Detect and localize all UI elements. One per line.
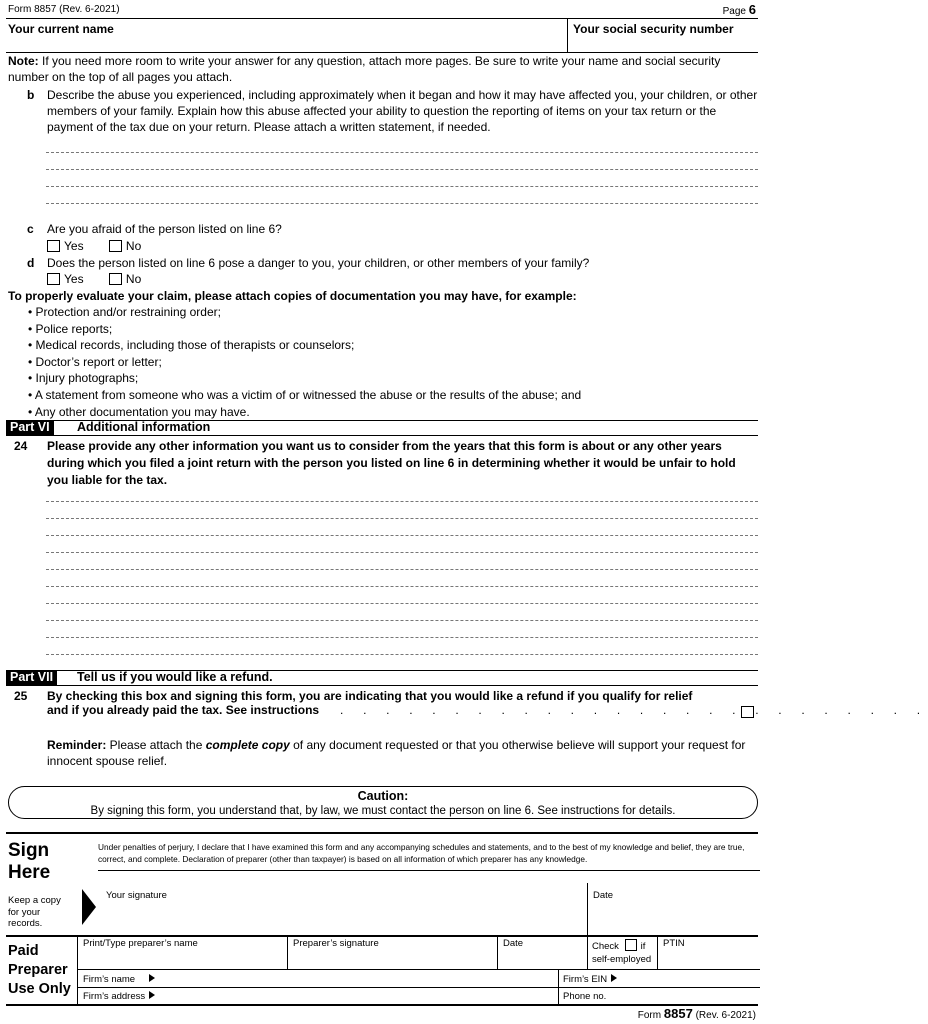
caution-text: By signing this form, you understand that, by law, we must contact the person on line 6. See instructions for details.	[90, 805, 676, 817]
divider	[587, 883, 588, 935]
sign-here-title	[8, 840, 50, 884]
yes-label: Yes	[64, 239, 84, 253]
answer-line[interactable]	[46, 603, 758, 604]
line-d-options	[47, 271, 141, 287]
caution-box	[8, 786, 758, 819]
line-c-letter: c	[27, 222, 34, 236]
firm-name-label	[83, 974, 155, 986]
arrow-icon	[82, 889, 96, 925]
paid-preparer-title	[8, 942, 71, 999]
preparer-title-line: Preparer	[8, 962, 68, 978]
refund-checkbox[interactable]	[741, 706, 754, 718]
line-d-letter: d	[27, 256, 35, 270]
page-num: 6	[748, 2, 756, 17]
self-employed-check	[592, 940, 651, 966]
firm-name-field[interactable]	[170, 972, 555, 986]
arrow-right-icon	[611, 974, 617, 982]
footer-rev: (Rev. 6-2021)	[695, 1010, 756, 1021]
list-item: • A statement from someone who was a victim of or witnessed the abuse or the results of the abuse; and	[28, 387, 582, 402]
line-c-options	[47, 238, 141, 254]
line-d-no-checkbox[interactable]	[109, 273, 122, 285]
page-word: Page	[722, 6, 746, 17]
your-signature-field[interactable]	[100, 903, 584, 933]
divider	[6, 935, 758, 937]
note-bold: Note:	[8, 54, 39, 68]
if-label: if	[640, 941, 646, 952]
note-text: If you need more room to write your answer for any question, attach more pages. Be sure to write your name and social security number on the top of all pages you attach.	[8, 54, 721, 84]
preparer-signature-field[interactable]	[290, 951, 495, 967]
preparer-signature-label: Preparer’s signature	[293, 938, 379, 949]
list-item: • Any other documentation you may have.	[28, 404, 250, 419]
preparer-title-line: Use Only	[8, 981, 71, 997]
documentation-list	[28, 304, 581, 420]
firm-ein-text: Firm’s EIN	[563, 974, 608, 985]
line-c-yes-checkbox[interactable]	[47, 240, 60, 252]
no-label: No	[125, 272, 142, 286]
form-id-header: Form 8857 (Rev. 6-2021)	[8, 4, 120, 15]
ssn-field[interactable]	[570, 36, 756, 51]
part-vi-title: Additional information	[77, 420, 211, 434]
line-25-text-1: By checking this box and signing this form, you are indicating that you would like a refund if you qualify for relief	[47, 689, 693, 703]
divider	[587, 936, 588, 969]
perjury-statement: Under penalties of perjury, I declare that I have examined this form and any accompanying schedules and statements, and to the best of my knowledge and belief, they are true, correct, and complete. Declaration of preparer (other than taxpayer) is based on all information of which preparer has any knowledge.	[98, 842, 745, 864]
line-c-no-checkbox[interactable]	[109, 240, 122, 252]
arrow-right-icon	[149, 991, 155, 999]
footer-form-word: Form	[637, 1010, 662, 1021]
firm-address-text: Firm’s address	[83, 991, 146, 1002]
list-item: • Protection and/or restraining order;	[28, 305, 221, 319]
answer-line[interactable]	[46, 569, 758, 570]
firm-address-field[interactable]	[170, 989, 555, 1003]
documentation-heading: To properly evaluate your claim, please attach copies of documentation you may have, for example:	[8, 289, 577, 303]
answer-line[interactable]	[46, 535, 758, 536]
yes-label: Yes	[64, 272, 84, 286]
preparer-name-label: Print/Type preparer’s name	[83, 938, 198, 949]
answer-line[interactable]	[46, 518, 758, 519]
footer-form-num: 8857	[663, 1006, 693, 1021]
divider	[77, 969, 760, 970]
divider	[6, 435, 758, 436]
note-paragraph	[8, 53, 760, 85]
current-name-field[interactable]	[8, 36, 563, 51]
no-label: No	[125, 239, 142, 253]
self-employed-label: self-employed	[592, 954, 652, 965]
sign-date-label: Date	[593, 890, 614, 901]
sign-title-line: Here	[8, 862, 51, 883]
caution-title: Caution:	[357, 789, 409, 803]
line-b-text: Describe the abuse you experienced, including approximately when it began and how it may have affected you, your children, or other members of your family. Explain how this abuse affected your ability to question the reporting of items on your tax return or the payment of the tax due on your return. Please attach a written statement, if needed.	[47, 88, 758, 134]
leader-dots: . . . . . . . . . . . . . . . . . . . . . . . . . .	[340, 703, 928, 717]
ptin-label: PTIN	[663, 938, 685, 949]
phone-field[interactable]	[610, 989, 758, 1003]
divider	[98, 870, 760, 871]
preparer-name-field[interactable]	[80, 951, 285, 967]
ptin-field[interactable]	[660, 951, 758, 967]
answer-line[interactable]	[46, 637, 758, 638]
firm-address-label	[83, 991, 155, 1003]
ssn-label: Your social security number	[573, 22, 734, 36]
divider	[657, 936, 658, 969]
sign-title-line: Sign	[8, 840, 50, 861]
answer-line[interactable]	[46, 654, 758, 655]
answer-line[interactable]	[46, 152, 758, 153]
divider	[6, 18, 758, 19]
phone-label: Phone no.	[563, 991, 607, 1002]
list-item: • Doctor’s report or letter;	[28, 354, 162, 369]
divider	[6, 832, 758, 834]
part-vii-label: Part VII	[6, 670, 57, 685]
arrow-right-icon	[149, 974, 155, 982]
preparer-title-line: Paid	[8, 943, 39, 959]
reminder-text: Please attach the	[106, 738, 206, 752]
current-name-label: Your current name	[8, 22, 114, 36]
part-vii-title: Tell us if you would like a refund.	[77, 670, 273, 684]
your-signature-label: Your signature	[106, 890, 167, 901]
answer-line[interactable]	[46, 586, 758, 587]
reminder-paragraph	[47, 737, 747, 769]
divider	[77, 987, 760, 988]
line-d-text: Does the person listed on line 6 pose a danger to you, your children, or other members of your family?	[47, 256, 590, 270]
keep-copy-note: Keep a copy for your records.	[8, 895, 61, 929]
divider	[497, 936, 498, 969]
reminder-text: of any document requested or that you otherwise believe will support your request for innocent spouse relief.	[47, 738, 746, 768]
divider	[77, 936, 78, 1004]
reminder-bold: Reminder:	[47, 738, 107, 752]
check-label: Check	[592, 941, 619, 952]
list-item: • Police reports;	[28, 321, 113, 336]
part-vi-label: Part VI	[6, 420, 54, 435]
divider	[567, 18, 568, 52]
list-item: • Medical records, including those of therapists or counselors;	[28, 338, 355, 353]
sign-date-field[interactable]	[590, 903, 758, 933]
divider	[287, 936, 288, 969]
answer-line[interactable]	[46, 169, 758, 170]
answer-line[interactable]	[46, 203, 758, 204]
line-24-text: Please provide any other information you want us to consider from the years that this form is about or any other years during which you filed a joint return with the person you listed on line 6 in determining whether it would be unfair to hold you liable for the tax.	[47, 439, 736, 487]
answer-line[interactable]	[46, 552, 758, 553]
answer-line[interactable]	[46, 501, 758, 502]
list-item: • Injury photographs;	[28, 371, 139, 386]
answer-line[interactable]	[46, 620, 758, 621]
line-d-yes-checkbox[interactable]	[47, 273, 60, 285]
preparer-date-field[interactable]	[500, 951, 584, 967]
line-b-letter: b	[27, 88, 35, 102]
self-employed-checkbox[interactable]	[625, 939, 637, 951]
firm-ein-field[interactable]	[630, 972, 758, 986]
footer-form-id	[638, 1006, 756, 1023]
line-24-number: 24	[14, 439, 28, 453]
answer-line[interactable]	[46, 186, 758, 187]
line-c-text: Are you afraid of the person listed on line 6?	[47, 222, 282, 236]
line-25-text-2: and if you already paid the tax. See instructions	[47, 703, 320, 717]
reminder-emphasis: complete copy	[205, 738, 290, 752]
preparer-date-label: Date	[503, 938, 524, 949]
firm-name-text: Firm’s name	[83, 974, 136, 985]
divider	[6, 685, 758, 686]
line-25-number: 25	[14, 689, 28, 703]
firm-ein-label	[563, 974, 617, 986]
